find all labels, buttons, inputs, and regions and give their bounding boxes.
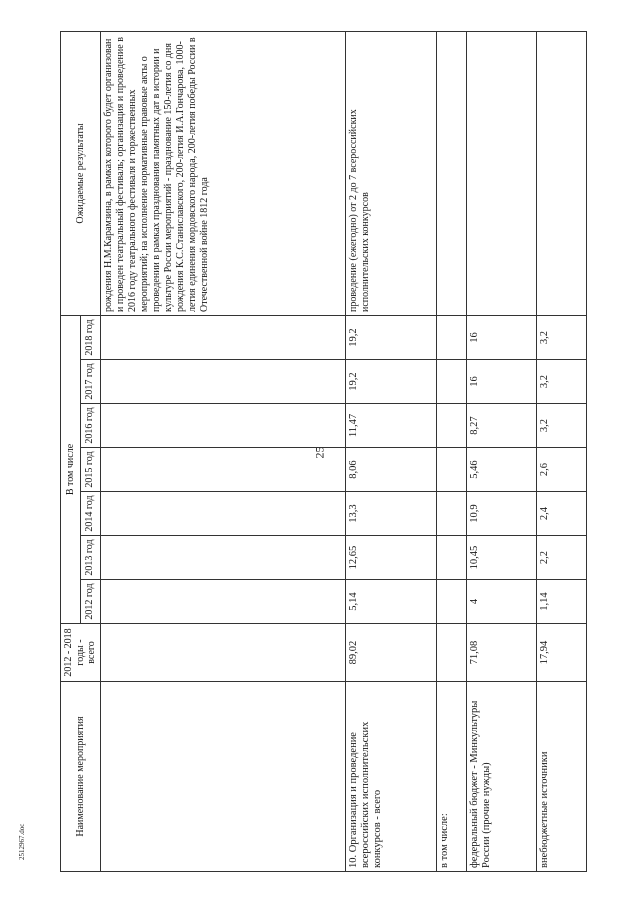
header-results: Ожидаемые результаты <box>61 32 101 316</box>
table-row <box>437 32 467 872</box>
row-value: 8,06 <box>346 448 437 492</box>
results-continuation: рождения Н.М.Карамзина, в рамках которого будет организован и проведен театральный фестиваль; организация и проведение в 2016 году театрального фестиваля и торжественных мероприятий; на исполнение нормативные правовые акты о проведении в рамках празднования памятных дат в истории и культуре России мероприятий - празднование 150-летия со дня рождения К.С.Станиславского, 200-летия И.А.Гончарова, 1000-летия единения мордовского народа, 200-летия победы России в Отечественной войне 1812 года <box>100 32 346 316</box>
row-total: 89,02 <box>346 624 437 682</box>
program-table <box>60 31 587 872</box>
row-name: в том числе: <box>437 682 467 872</box>
row-value: 2,4 <box>537 492 586 536</box>
row-value: 19,2 <box>346 360 437 404</box>
header-subgroup: В том числе <box>61 316 81 624</box>
header-total: 2012 - 2018 годы - всего <box>61 624 101 682</box>
table-row <box>346 32 437 872</box>
row-value: 11,47 <box>346 404 437 448</box>
row-value: 5,46 <box>467 448 537 492</box>
header-year: 2017 год <box>80 360 100 404</box>
row-value: 2,2 <box>537 536 586 580</box>
header-year: 2012 год <box>80 580 100 624</box>
row-value: 16 <box>467 316 537 360</box>
row-name: внебюджетные источники <box>537 682 586 872</box>
row-total: 17,94 <box>537 624 586 682</box>
row-value: 3,2 <box>537 360 586 404</box>
row-value: 19,2 <box>346 316 437 360</box>
row-value: 10,45 <box>467 536 537 580</box>
row-value: 2,6 <box>537 448 586 492</box>
row-value: 3,2 <box>537 316 586 360</box>
row-value: 12,65 <box>346 536 437 580</box>
header-year: 2016 год <box>80 404 100 448</box>
row-name: 10. Организация и проведение всероссийских исполнительских конкурсов - всего <box>346 682 437 872</box>
rotated-table-container <box>60 32 580 872</box>
header-year: 2015 год <box>80 448 100 492</box>
row-total: 71,08 <box>467 624 537 682</box>
row-value: 3,2 <box>537 404 586 448</box>
header-year: 2018 год <box>80 316 100 360</box>
header-name: Наименование мероприятия <box>61 682 101 872</box>
row-name: федеральный бюджет - Минкультуры России (прочие нужды) <box>467 682 537 872</box>
table-row <box>537 32 586 872</box>
page-number: 25 <box>312 446 327 459</box>
row-value: 16 <box>467 360 537 404</box>
row-value: 1,14 <box>537 580 586 624</box>
file-reference: 2512967.doc <box>18 823 26 860</box>
header-year: 2014 год <box>80 492 100 536</box>
row-value: 4 <box>467 580 537 624</box>
row-value: 8,27 <box>467 404 537 448</box>
header-year: 2013 год <box>80 536 100 580</box>
row-value: 5,14 <box>346 580 437 624</box>
row-value: 10,9 <box>467 492 537 536</box>
table-row <box>467 32 537 872</box>
row-value: 13,3 <box>346 492 437 536</box>
table-row <box>100 32 346 872</box>
row-results: проведение (ежегодно) от 2 до 7 всероссийских исполнительских конкурсов <box>346 32 437 316</box>
